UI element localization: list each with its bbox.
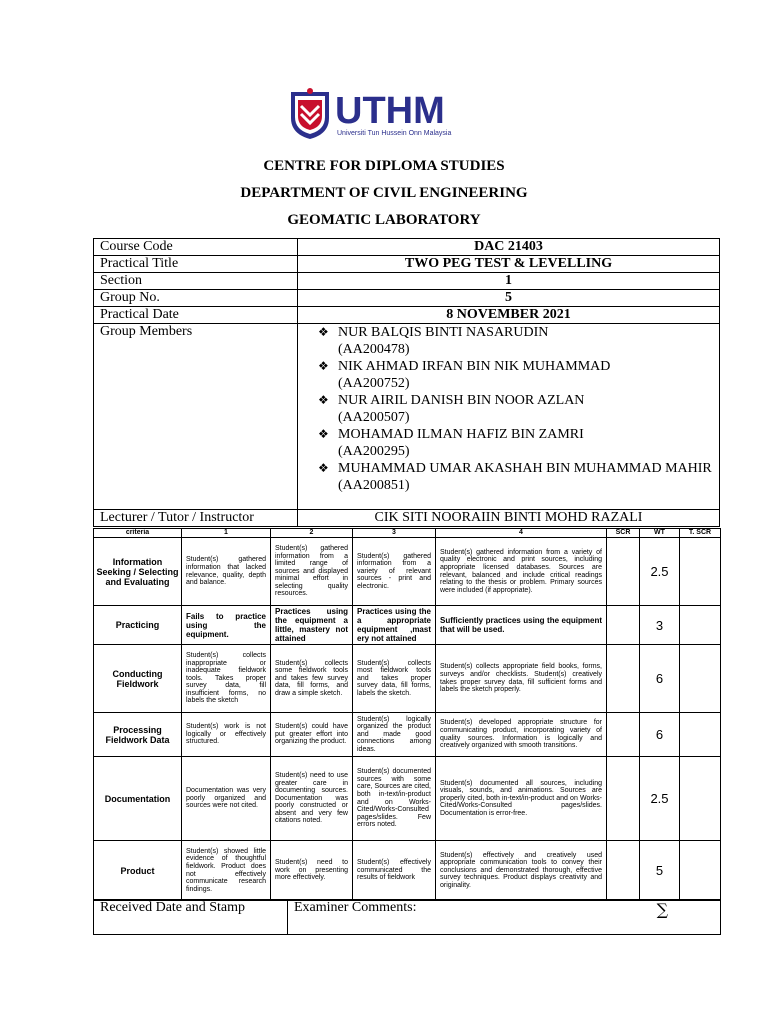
group-members-label: Group Members xyxy=(94,324,298,510)
tscr-cell[interactable] xyxy=(680,538,721,606)
info-table xyxy=(93,238,720,527)
scr-cell[interactable] xyxy=(607,757,640,841)
level-2-cell: Student(s) need to use greater care in documenting sources. Documentation was poorly constructed or absent and very few citations noted. xyxy=(271,757,353,841)
level-4-cell: Student(s) documented all sources, including visuals, sounds, and animations. Sources are properly cited, both in-text/in-product and on Works-Cited/Works-Consulted pages/slides. Documentation is error-free. xyxy=(436,757,607,841)
header-criteria: criteria xyxy=(94,529,182,538)
level-1-cell: Student(s) collects inappropriate or inadequate fieldwork tools. Takes proper survey data, fill insufficient forms, no labels the sketch xyxy=(182,645,271,713)
footer-table xyxy=(93,899,721,935)
rubric-row xyxy=(94,841,721,901)
level-3-cell: Student(s) effectively communicated the results of fieldwork xyxy=(353,841,436,901)
rubric-row xyxy=(94,606,721,645)
level-3-cell: Practices using the a appropriate equipment ,mast ery not attained xyxy=(353,606,436,645)
level-1-cell: Student(s) showed little evidence of thoughtful fieldwork. Product does not effectively communicate research findings. xyxy=(182,841,271,901)
logo-wordmark: UTHM xyxy=(335,90,445,132)
course-code-label: Course Code xyxy=(94,239,298,256)
examiner-comments-label: Examiner Comments: xyxy=(294,900,417,915)
scr-cell[interactable] xyxy=(607,645,640,713)
level-3-cell: Student(s) documented sources with some care, Sources are cited, both in-text/in-product and on Works-Cited/Works-Consulted pages/slides. Few errors noted. xyxy=(353,757,436,841)
level-1-cell: Student(s) gathered information that lacked relevance, quality, depth and balance. xyxy=(182,538,271,606)
member-item: ❖ NIK AHMAD IRFAN BIN NIK MUHAMMAD (AA200752) xyxy=(318,359,611,391)
logo-subtitle: Universiti Tun Hussein Onn Malaysia xyxy=(337,130,452,137)
diamond-bullet-icon: ❖ xyxy=(318,427,329,441)
scr-cell[interactable] xyxy=(607,841,640,901)
rubric-header-row xyxy=(94,529,721,538)
level-1-cell: Student(s) work is not logically or effectively structured. xyxy=(182,713,271,757)
group-members-cell xyxy=(298,324,720,510)
group-members-list xyxy=(298,324,719,494)
level-1-cell: Fails to practice using the equipment. xyxy=(182,606,271,645)
wt-cell: 5 xyxy=(640,841,680,901)
rubric-table xyxy=(93,528,721,901)
practical-date-value: 8 NOVEMBER 2021 xyxy=(298,307,720,324)
tscr-cell[interactable] xyxy=(680,713,721,757)
header-tscr: T. SCR xyxy=(680,529,721,538)
level-4-cell: Sufficiently practices using the equipment that will be used. xyxy=(436,606,607,645)
tscr-cell[interactable] xyxy=(680,645,721,713)
tscr-cell[interactable] xyxy=(680,841,721,901)
level-1-cell: Documentation was very poorly organized and sources were not cited. xyxy=(182,757,271,841)
diamond-bullet-icon: ❖ xyxy=(318,393,329,407)
level-2-cell: Student(s) gathered information from a limited range of sources and displayed minimal effort in selecting quality resources. xyxy=(271,538,353,606)
criteria-cell: Documentation xyxy=(94,757,182,841)
heading-laboratory: GEOMATIC LABORATORY xyxy=(287,212,481,228)
header-level-3: 3 xyxy=(353,529,436,538)
wt-cell: 2.5 xyxy=(640,538,680,606)
rubric-row xyxy=(94,713,721,757)
practical-title-label: Practical Title xyxy=(94,256,298,273)
scr-cell[interactable] xyxy=(607,713,640,757)
level-3-cell: Student(s) collects most fieldwork tools and takes proper survey data, fill forms, labels the sketch. xyxy=(353,645,436,713)
level-4-cell: Student(s) collects appropriate field books, forms, surveys and/or checklists. Student(s) creatively takes proper survey data, fill sufficient forms and labels the sketch properly. xyxy=(436,645,607,713)
received-date-stamp-cell[interactable]: Received Date and Stamp xyxy=(94,900,288,935)
practical-date-label: Practical Date xyxy=(94,307,298,324)
level-2-cell: Student(s) collects some fieldwork tools and takes few survey data, fill forms, and draw a simple sketch. xyxy=(271,645,353,713)
scr-cell[interactable] xyxy=(607,606,640,645)
member-item: ❖ MUHAMMAD UMAR AKASHAH BIN MUHAMMAD MAHIR (AA200851) xyxy=(318,461,712,493)
lecturer-value: CIK SITI NOORAIIN BINTI MOHD RAZALI xyxy=(298,510,720,527)
uthm-logo xyxy=(289,88,489,142)
criteria-cell: Practicing xyxy=(94,606,182,645)
level-4-cell: Student(s) gathered information from a variety of quality electronic and print sources, including appropriate licensed databases. Sources are relevant, balanced and include critical readings relating to the thesis or problem. Primary sources were included (if appropriate). xyxy=(436,538,607,606)
wt-cell: 6 xyxy=(640,713,680,757)
criteria-cell: Information Seeking / Selecting and Evaluating xyxy=(94,538,182,606)
group-no-label: Group No. xyxy=(94,290,298,307)
group-no-value: 5 xyxy=(298,290,720,307)
section-label: Section xyxy=(94,273,298,290)
rubric-row xyxy=(94,645,721,713)
member-item: ❖ NUR BALQIS BINTI NASARUDIN (AA200478) xyxy=(318,325,549,357)
lecturer-label: Lecturer / Tutor / Instructor xyxy=(94,510,298,527)
section-value: 1 xyxy=(298,273,720,290)
header-wt: WT xyxy=(640,529,680,538)
level-2-cell: Student(s) could have put greater effort into organizing the product. xyxy=(271,713,353,757)
level-3-cell: Student(s) logically organized the product and made good connections among ideas. xyxy=(353,713,436,757)
header-level-1: 1 xyxy=(182,529,271,538)
member-item: ❖ NUR AIRIL DANISH BIN NOOR AZLAN (AA200507) xyxy=(318,393,585,425)
heading-centre: CENTRE FOR DIPLOMA STUDIES xyxy=(263,158,505,174)
level-3-cell: Student(s) gathered information from a variety of relevant sources - print and electronic. xyxy=(353,538,436,606)
level-2-cell: Student(s) need to work on presenting more effectively. xyxy=(271,841,353,901)
rubric-row xyxy=(94,757,721,841)
criteria-cell: Conducting Fieldwork xyxy=(94,645,182,713)
sum-icon: ∑ xyxy=(656,900,668,919)
heading-department: DEPARTMENT OF CIVIL ENGINEERING xyxy=(240,185,528,201)
criteria-cell: Product xyxy=(94,841,182,901)
wt-cell: 3 xyxy=(640,606,680,645)
uthm-crest-icon xyxy=(289,88,331,140)
header-level-4: 4 xyxy=(436,529,607,538)
level-4-cell: Student(s) developed appropriate structure for communicating product, incorporating variety of quality sources. Information is logically and creatively organized with smooth transitions. xyxy=(436,713,607,757)
diamond-bullet-icon: ❖ xyxy=(318,359,329,373)
level-4-cell: Student(s) effectively and creatively used appropriate communication tools to convey their conclusions and demonstrated thorough, effective survey techniques. Product displays creativity and originality. xyxy=(436,841,607,901)
rubric-row xyxy=(94,538,721,606)
tscr-cell[interactable] xyxy=(680,757,721,841)
diamond-bullet-icon: ❖ xyxy=(318,461,329,475)
wt-cell: 2.5 xyxy=(640,757,680,841)
level-2-cell: Practices using the equipment a little, mastery not attained xyxy=(271,606,353,645)
practical-title-value: TWO PEG TEST & LEVELLING xyxy=(298,256,720,273)
tscr-cell[interactable] xyxy=(680,606,721,645)
wt-cell: 6 xyxy=(640,645,680,713)
criteria-cell: Processing Fieldwork Data xyxy=(94,713,182,757)
member-item: ❖ MOHAMAD ILMAN HAFIZ BIN ZAMRI (AA200295) xyxy=(318,427,584,459)
diamond-bullet-icon: ❖ xyxy=(318,325,329,339)
header-scr: SCR xyxy=(607,529,640,538)
course-code-value: DAC 21403 xyxy=(298,239,720,256)
header-level-2: 2 xyxy=(271,529,353,538)
examiner-comments-cell[interactable] xyxy=(288,900,721,935)
scr-cell[interactable] xyxy=(607,538,640,606)
